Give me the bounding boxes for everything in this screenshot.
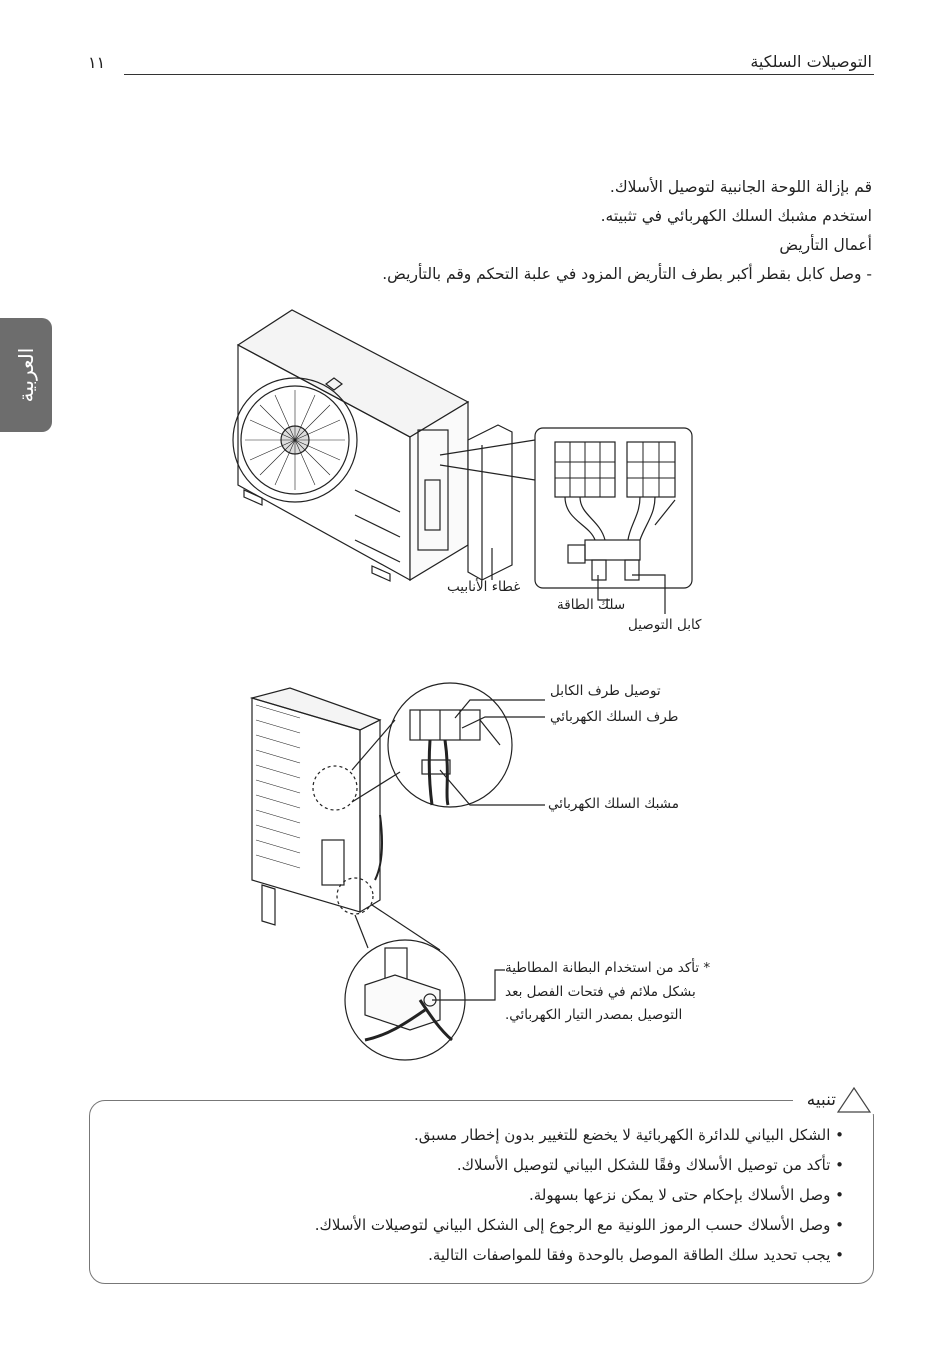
caution-header xyxy=(793,1086,880,1114)
grommet-zoom-detail xyxy=(345,905,465,1060)
label-pipe-cover: غطاء الأنابيب xyxy=(447,579,521,595)
note-line-3: التوصيل بمصدر التيار الكهربائي. xyxy=(505,1007,683,1023)
outdoor-unit-drawing xyxy=(233,310,512,581)
caution-title: تنبيه xyxy=(806,1090,836,1110)
note-line-1: * تأكد من استخدام البطانة المطاطية xyxy=(505,960,711,976)
label-power-cord: سلك الطاقة xyxy=(557,597,626,613)
outdoor-unit-side-drawing xyxy=(252,688,400,925)
language-tab-label: العربية xyxy=(14,347,38,403)
caution-item: • وصل الأسلاك بإحكام حتى لا يمكن نزعها بسهولة. xyxy=(529,1186,844,1204)
instruction-3: أعمال التأريض xyxy=(779,236,872,254)
caution-item: • يجب تحديد سلك الطاقة الموصل بالوحدة وفقا للمواصفات التالية. xyxy=(428,1246,844,1264)
label-wire-clamp: مشبك السلك الكهربائي xyxy=(548,796,679,812)
instruction-2: استخدم مشبك السلك الكهربائي في تثبيته. xyxy=(600,207,872,225)
note-line-2: بشكل ملائم في فتحات الفصل بعد xyxy=(505,984,696,1000)
label-cable-terminal: توصيل طرف الكابل xyxy=(550,683,661,699)
caution-list xyxy=(315,1126,844,1276)
label-wire-terminal: طرف السلك الكهربائي xyxy=(550,709,679,725)
caution-item: • تأكد من توصيل الأسلاك وفقًا للشكل البياني لتوصيل الأسلاك. xyxy=(456,1156,844,1174)
page-number: ١١ xyxy=(88,53,106,72)
caution-item: • الشكل البياني للدائرة الكهربائية لا يخضع للتغيير بدون إخطار مسبق. xyxy=(413,1126,844,1144)
instruction-4: - وصل كابل بقطر أكبر بطرف التأريض المزود في علبة التحكم وقم بالتأريض. xyxy=(382,265,872,283)
label-connection-cable: كابل التوصيل xyxy=(628,617,702,633)
caution-item: • وصل الأسلاك حسب الرموز اللونية مع الرجوع إلى الشكل البياني لتوصيلات الأسلاك. xyxy=(314,1216,844,1234)
instruction-1: قم بإزالة اللوحة الجانبية لتوصيل الأسلاك. xyxy=(609,178,872,196)
terminal-zoom-detail xyxy=(388,683,512,807)
warning-triangle-icon xyxy=(836,1086,872,1114)
section-title: التوصيلات السلكية xyxy=(750,52,872,71)
